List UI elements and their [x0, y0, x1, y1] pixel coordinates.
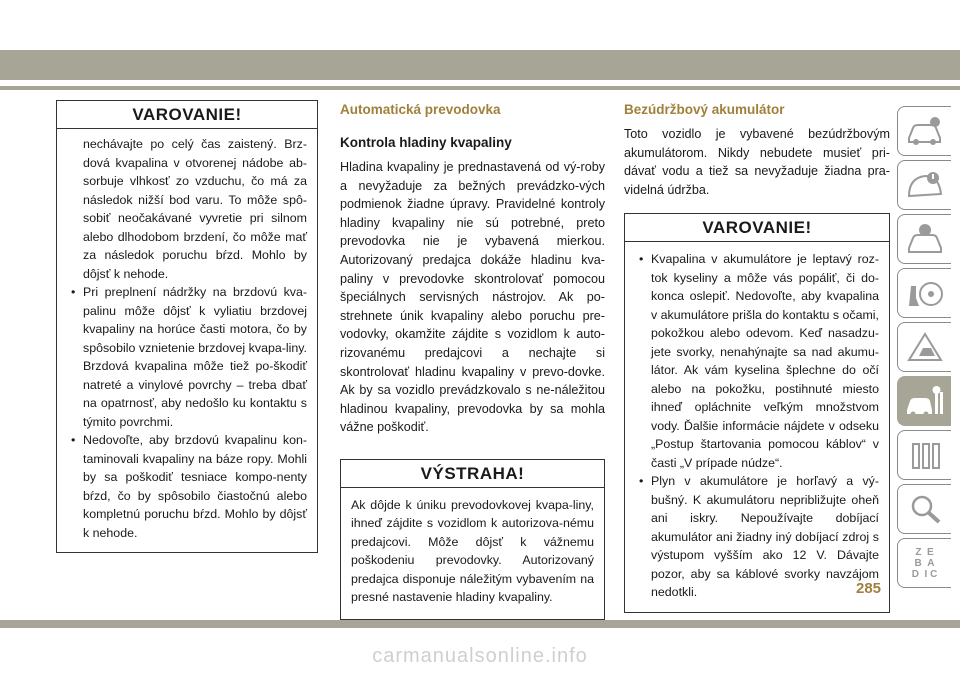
seat-key-steering-icon [905, 276, 945, 310]
header-stripe [0, 50, 960, 80]
car-alert-icon [905, 222, 945, 256]
battery-paragraph: Toto vozidlo je vybavené bezúdržbovým akumulátorom. Nikdy nebudete musieť pri-dávať vodu a tiež sa nevyžaduje žiadna pra-videlná údržba. [624, 127, 890, 197]
alphabet-index-icon: Z E B A D I C [911, 546, 938, 580]
right-column [624, 100, 890, 613]
warning-box-battery [624, 213, 890, 613]
header-rule [0, 86, 960, 90]
page-number: 285 [856, 580, 882, 597]
warning-title: VAROVANIE! [57, 101, 317, 129]
tab-controls[interactable] [897, 268, 951, 318]
warning-box-brake-fluid [56, 100, 318, 553]
warning-intro-text: nechávajte po celý čas zaistený. Brz-dová kvapalina v otvorenej nádobe ab-sorbuje vlhkosť zo vzduchu, čo má za následok nižší bod varu. To môže spô-sobiť neočakávané vyvretie pri silnom alebo dlhodobom brzdení, čo môže mať za následok poruchu bŕzd. Mohlo by dôjsť k nehode. [83, 137, 307, 281]
caution-title: VÝSTRAHA! [341, 460, 604, 488]
warning-bullet: • Nedovoľte, aby brzdovú kvapalinu kon-taminovali kvapaliny na báze ropy. Mohli by sa poškodiť tesniace kompo-nenty bŕzd, čo by spôsobilo čiastočnú alebo kompletnú poruchu bŕzd. Mohlo by dôjsť k nehode. [69, 431, 307, 542]
tab-maintenance[interactable] [897, 376, 951, 426]
tab-hazard[interactable] [897, 322, 951, 372]
warning-bullet: • Kvapalina v akumulátore je leptavý roz-tok kyseliny a môže vás popáliť, či do-konca oslepiť. Nedovoľte, aby kvapalina v akumulátore prišla do kontaktu s očami, pokožkou alebo odevom. Keď nasadzu-jete svorky, nenahýnajte sa nad akumu-látor. Ak vám kyselina šplechne do očí alebo na pokožku, postihnuté miesto ihneď opláchnite veľkým množstvom vody. Ďalšie informácie nájdete v odseku „Postup štartovania pomocou káblov“ v časti „V prípade núdze“. [637, 250, 879, 472]
caution-box-transmission [340, 459, 605, 620]
car-wrench-icon [905, 384, 945, 418]
car-info-icon [905, 114, 945, 148]
tab-search[interactable] [897, 484, 951, 534]
warning-title: VAROVANIE! [625, 214, 889, 242]
section-title-automatic-transmission: Automatická prevodovka [340, 102, 501, 117]
hazard-triangle-icon [905, 330, 945, 364]
tab-car-info[interactable] [897, 106, 951, 156]
dashboard-warning-icon [905, 168, 945, 202]
section-title-battery: Bezúdržbový akumulátor [624, 102, 785, 117]
tab-specs[interactable] [897, 430, 951, 480]
chapter-tabs [893, 106, 953, 592]
watermark: carmanualsonline.info [372, 645, 588, 667]
warning-body [57, 129, 317, 552]
subsection-title-fluid-level: Kontrola hladiny kvapaliny [340, 135, 512, 150]
warning-bullet-list [637, 250, 882, 602]
footer-rule [0, 620, 960, 628]
magnifier-icon [905, 492, 945, 526]
tab-dashboard[interactable] [897, 160, 951, 210]
warning-bullet-list [69, 283, 307, 542]
tab-index[interactable] [897, 538, 951, 588]
tools-icon [905, 438, 945, 472]
warning-bullet: • Plyn v akumulátore je horľavý a vý-bušný. K akumulátoru nepribližujte oheň ani iskry. Nepoužívajte dobíjací akumulátor ani žiadny iný dobíjací zdroj s výstupom vyšším ako 12 V. Dávajte pozor, aby sa káblové svorky navzájom nedotkli. [637, 472, 879, 602]
caution-body: Ak dôjde k úniku prevodovkovej kvapa-liny, ihneď zájdite s vozidlom k autorizova-nému predajcovi. Môže dôjsť k vážnemu poškodeniu prevodovky. Autorizovaný predajca disponuje náležitým vybavením na presné nastavenie hladiny kvapaliny. [351, 497, 594, 605]
middle-column [340, 100, 605, 620]
tab-car-alert[interactable] [897, 214, 951, 264]
warning-body [625, 242, 889, 612]
fluid-level-paragraph: Hladina kvapaliny je prednastavená od vý-roby a nevyžaduje za bežných prevádzko-vých podmienok žiadne úpravy. Pravidelné kontroly hladiny kvapaliny nie sú potrebné, preto prevodovka nie je vybavená mierkou. Autorizovaný predajca dokáže hladinu kva-paliny v prevodovke skontrolovať pomocou špeciálnych servisných nástrojov. Ak po-strehnete únik kvapaliny alebo poruchu pre-vodovky, okamžite zájdite s vozidlom k auto-rizovanému predajcovi a nechajte si skontrolovať hladinu kvapaliny v prevo-dovke. Ak by sa vozidlo prevádzkovalo s ne-náležitou hladinou kvapaliny, prevodovka by sa mohla vážne poškodiť. [340, 160, 605, 435]
left-column [56, 100, 318, 553]
warning-bullet: • Pri preplnení nádržky na brzdovú kva-palinu môže dôjsť k vyliatiu brzdovej kvapaliny na horúce časti motora, čo by spôsobilo vznietenie brzdovej kvapa-liny. Brzdová kvapalina môže tiež po-škodiť natreté a vinylové povrchy – treba dbať na opatrnosť, aby nedošlo ku kontaktu s týmito povrchmi. [69, 283, 307, 431]
